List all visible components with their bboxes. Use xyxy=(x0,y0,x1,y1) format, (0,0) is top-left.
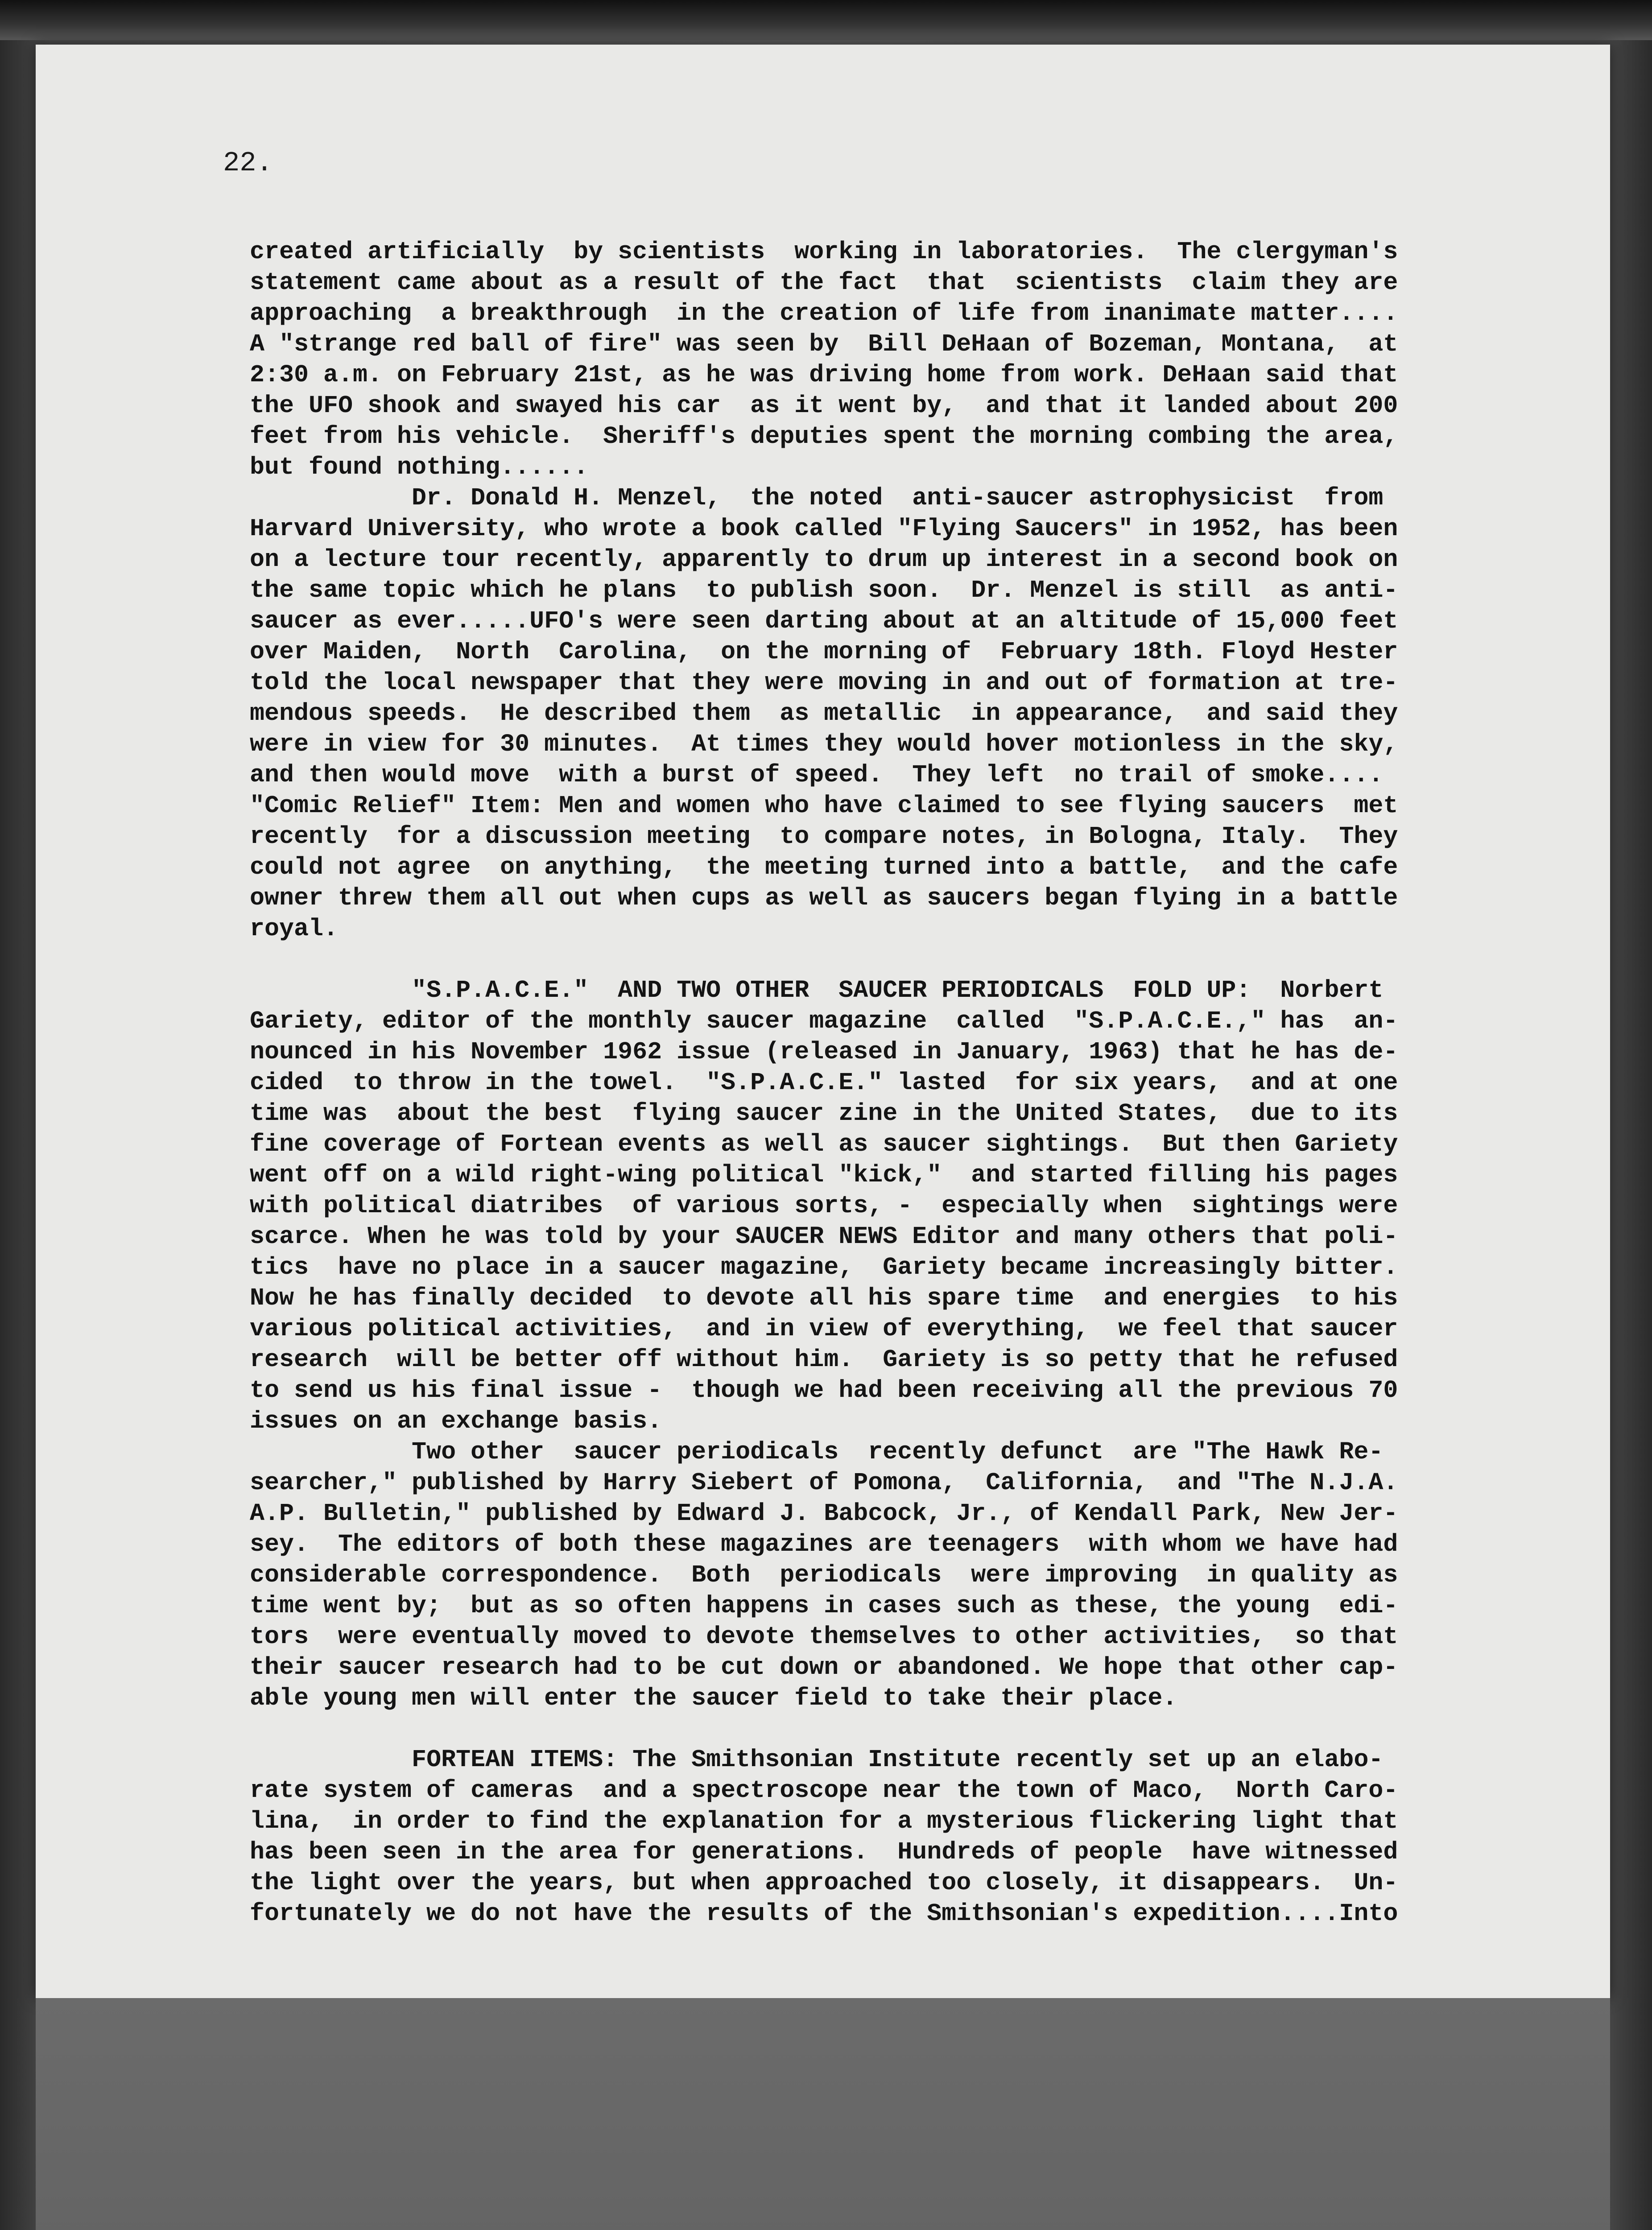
text-line: over Maiden, North Carolina, on the morning of February 18th. Floyd Hester xyxy=(250,638,1398,666)
text-line: owner threw them all out when cups as well as saucers began flying in a battle xyxy=(250,884,1398,912)
text-line: lina, in order to find the explanation for a mysterious flickering light that xyxy=(250,1807,1398,1835)
text-line: 2:30 a.m. on February 21st, as he was driving home from work. DeHaan said that xyxy=(250,361,1398,389)
text-line: fine coverage of Fortean events as well as saucer sightings. But then Gariety xyxy=(250,1130,1398,1158)
text-line: "Comic Relief" Item: Men and women who have claimed to see flying saucers met xyxy=(250,792,1398,820)
text-line: saucer as ever.....UFO's were seen darting about at an altitude of 15,000 feet xyxy=(250,607,1398,635)
text-line: cided to throw in the towel. "S.P.A.C.E." lasted for six years, and at one xyxy=(250,1069,1398,1097)
text-line: Two other saucer periodicals recently defunct are "The Hawk Re- xyxy=(250,1438,1384,1466)
text-line: A.P. Bulletin," published by Edward J. Babcock, Jr., of Kendall Park, New Jer- xyxy=(250,1499,1398,1528)
text-line: to send us his final issue - though we had been receiving all the previous 70 xyxy=(250,1376,1398,1404)
text-line: approaching a breakthrough in the creation of life from inanimate matter.... xyxy=(250,299,1398,327)
text-line: mendous speeds. He described them as metallic in appearance, and said they xyxy=(250,699,1398,727)
text-line: were in view for 30 minutes. At times they would hover motionless in the sky, xyxy=(250,730,1398,758)
text-line: time was about the best flying saucer zine in the United States, due to its xyxy=(250,1099,1398,1127)
text-line: able young men will enter the saucer field to take their place. xyxy=(250,1684,1177,1712)
text-line: told the local newspaper that they were moving in and out of formation at tre- xyxy=(250,669,1398,697)
text-line: but found nothing...... xyxy=(250,453,589,481)
text-line: Dr. Donald H. Menzel, the noted anti-saucer astrophysicist from xyxy=(250,484,1384,512)
text-line: searcher," published by Harry Siebert of Pomona, California, and "The N.J.A. xyxy=(250,1469,1398,1497)
text-line: has been seen in the area for generations. Hundreds of people have witnessed xyxy=(250,1838,1398,1866)
text-line: tics have no place in a saucer magazine, Gariety became increasingly bitter. xyxy=(250,1253,1398,1281)
text-line: Gariety, editor of the monthly saucer magazine called "S.P.A.C.E.," has an- xyxy=(250,1007,1398,1035)
text-line: research will be better off without him. Gariety is so petty that he refused xyxy=(250,1346,1398,1374)
text-line: Now he has finally decided to devote all his spare time and energies to his xyxy=(250,1284,1398,1312)
text-line: rate system of cameras and a spectroscope near the town of Maco, North Caro- xyxy=(250,1776,1398,1805)
text-line: nounced in his November 1962 issue (released in January, 1963) that he has de- xyxy=(250,1038,1398,1066)
text-line: with political diatribes of various sorts, - especially when sightings were xyxy=(250,1192,1398,1220)
text-line: "S.P.A.C.E." AND TWO OTHER SAUCER PERIODICALS FOLD UP: Norbert xyxy=(250,976,1384,1004)
text-line: sey. The editors of both these magazines are teenagers with whom we have had xyxy=(250,1530,1398,1558)
text-line: scarce. When he was told by your SAUCER NEWS Editor and many others that poli- xyxy=(250,1222,1398,1251)
text-line: the light over the years, but when approached too closely, it disappears. Un- xyxy=(250,1869,1398,1897)
text-line: could not agree on anything, the meeting turned into a battle, and the cafe xyxy=(250,853,1398,881)
text-line: considerable correspondence. Both periodicals were improving in quality as xyxy=(250,1561,1398,1589)
paragraph-gap xyxy=(250,1714,1534,1744)
text-line: created artificially by scientists working in laboratories. The clergyman's xyxy=(250,238,1398,266)
text-line: tors were eventually moved to devote themselves to other activities, so that xyxy=(250,1623,1398,1651)
text-line: feet from his vehicle. Sheriff's deputies spent the morning combing the area, xyxy=(250,422,1398,450)
text-line: went off on a wild right-wing political "kick," and started filling his pages xyxy=(250,1161,1398,1189)
blank-lower-area xyxy=(36,1998,1610,2230)
text-line: recently for a discussion meeting to compare notes, in Bologna, Italy. They xyxy=(250,822,1398,851)
text-line: statement came about as a result of the fact that scientists claim they are xyxy=(250,268,1398,297)
body-text xyxy=(250,236,1534,1929)
page-number: 22. xyxy=(223,147,273,179)
text-line: on a lecture tour recently, apparently to drum up interest in a second book on xyxy=(250,545,1398,574)
paragraph-gap xyxy=(250,944,1534,975)
text-line: various political activities, and in view of everything, we feel that saucer xyxy=(250,1315,1398,1343)
text-line: the UFO shook and swayed his car as it went by, and that it landed about 200 xyxy=(250,392,1398,420)
document-page xyxy=(36,45,1610,1998)
text-line: A "strange red ball of fire" was seen by Bill DeHaan of Bozeman, Montana, at xyxy=(250,330,1398,358)
text-line: issues on an exchange basis. xyxy=(250,1407,662,1435)
film-edge-top xyxy=(0,0,1652,40)
text-line: fortunately we do not have the results of the Smithsonian's expedition....Into xyxy=(250,1900,1398,1928)
text-line: time went by; but as so often happens in cases such as these, the young edi- xyxy=(250,1592,1398,1620)
text-line: and then would move with a burst of speed. They left no trail of smoke.... xyxy=(250,761,1384,789)
text-line: royal. xyxy=(250,915,339,943)
text-line: their saucer research had to be cut down or abandoned. We hope that other cap- xyxy=(250,1653,1398,1681)
text-line: FORTEAN ITEMS: The Smithsonian Institute recently set up an elabo- xyxy=(250,1746,1384,1774)
text-line: the same topic which he plans to publish soon. Dr. Menzel is still as anti- xyxy=(250,576,1398,604)
text-line: Harvard University, who wrote a book called "Flying Saucers" in 1952, has been xyxy=(250,515,1398,543)
